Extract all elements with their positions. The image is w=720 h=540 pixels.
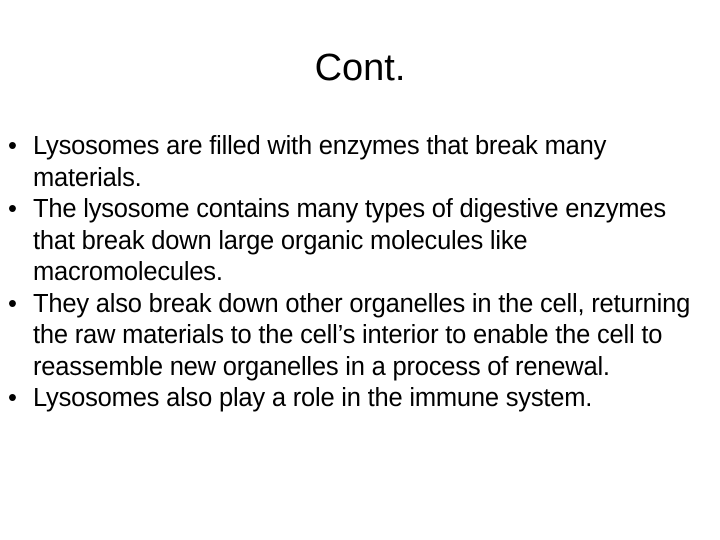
bullet-point-icon: • bbox=[8, 195, 17, 223]
bullet-text: Lysosomes are filled with enzymes that break many materials. bbox=[33, 132, 607, 192]
bullet-item bbox=[0, 383, 720, 415]
bullet-point-icon: • bbox=[8, 132, 17, 160]
bullet-list bbox=[0, 131, 720, 415]
bullet-text: The lysosome contains many types of digestive enzymes that break down large organic molecules like macromolecules. bbox=[33, 195, 666, 286]
bullet-point-icon: • bbox=[8, 384, 17, 412]
bullet-text: They also break down other organelles in the cell, returning the raw materials to the cell’s interior to enable the cell to reassemble new organelles in a process of renewal. bbox=[33, 289, 691, 381]
bullet-text: Lysosomes also play a role in the immune system. bbox=[33, 384, 593, 412]
bullet-item bbox=[0, 131, 720, 194]
bullet-point-icon: • bbox=[8, 289, 17, 318]
bullet-item bbox=[0, 194, 720, 289]
bullet-item bbox=[0, 289, 720, 384]
slide-title: Cont. bbox=[314, 47, 406, 89]
